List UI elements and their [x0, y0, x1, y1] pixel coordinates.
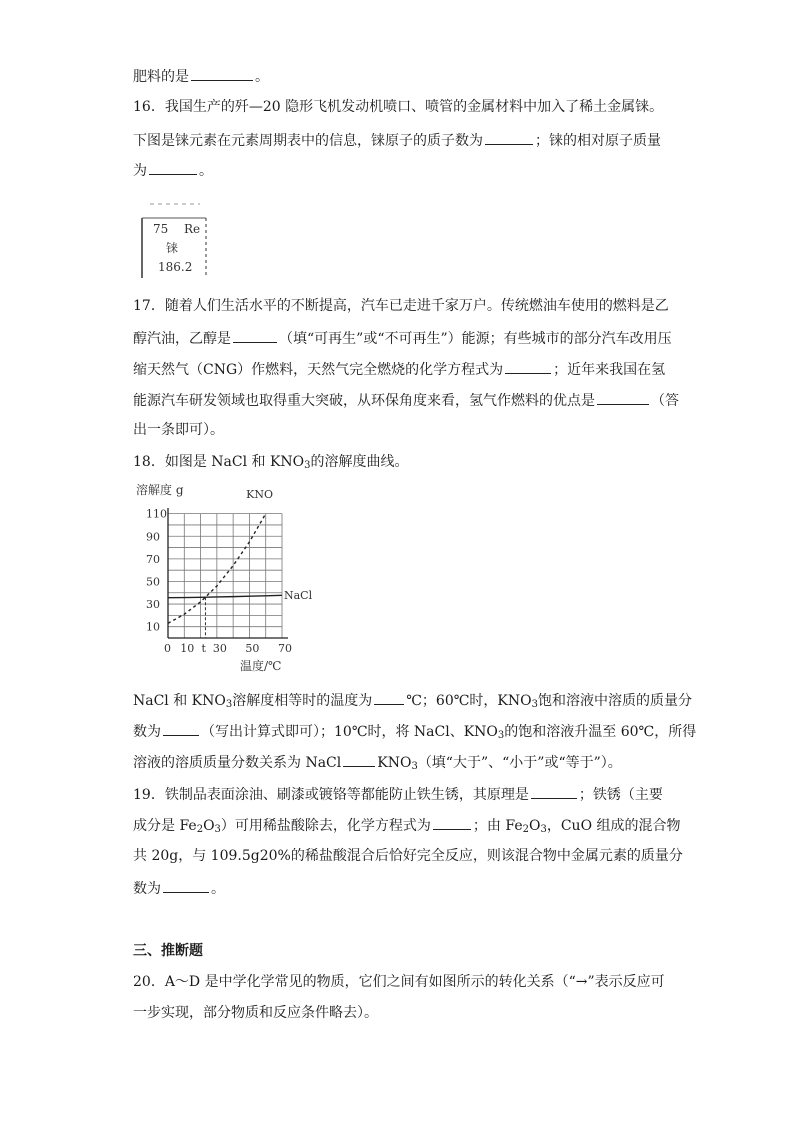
q20-line-2: 一步实现，部分物质和反应条件略去）。	[133, 1005, 378, 1021]
answer-blank[interactable]	[505, 359, 551, 374]
y-axis-label: 溶解度 g	[136, 483, 184, 497]
nacl-label: NaCl	[284, 589, 313, 603]
q19-line-1: 19．铁制品表面涂油、刷漆或镀铬等都能防止铁生锈，其原理是 ；铁锈（主要	[133, 784, 663, 805]
x-tick-label: 10	[180, 642, 195, 655]
q17-line-4: 能源汽车研发领域也取得重大突破，从环保角度来看，氢气作燃料的优点是 （答	[133, 390, 679, 411]
answer-blank[interactable]	[191, 66, 253, 81]
q17-line-2: 醇汽油，乙醇是 （填“可再生”或“不可再生”）能源；有些城市的部分汽车改用压	[133, 328, 672, 349]
y-tick-label: 30	[146, 598, 160, 612]
answer-blank[interactable]	[163, 878, 209, 893]
q18-line-1: NaCl 和 $KNO_3$溶解度相等时的温度为 ℃；60℃时，$KNO_3$饱和溶液中溶质的质量分	[133, 690, 692, 711]
q16-line-3: 为 。	[133, 160, 213, 181]
element-tile-rhenium	[140, 200, 220, 280]
q20-line-1: 20．A～D 是中学化学常见的物质，它们之间有如图所示的转化关系（“→”表示反应可	[133, 974, 665, 990]
atomic-mass: 186.2	[158, 260, 193, 274]
element-symbol: Re	[184, 222, 201, 236]
x-tick-label: 50	[245, 642, 260, 655]
answer-blank[interactable]	[531, 784, 577, 799]
y-tick-label: 90	[146, 530, 160, 544]
y-tick-label: 70	[146, 552, 160, 566]
answer-blank[interactable]	[233, 328, 277, 343]
answer-blank[interactable]	[343, 752, 375, 767]
answer-blank[interactable]	[163, 721, 199, 736]
q15-tail-line: 肥料的是 。	[133, 66, 269, 87]
q16-line-2: 下图是铼元素在元素周期表中的信息，铼原子的质子数为 ；铼的相对原子质量	[133, 130, 661, 151]
q19-line-4: 数为 。	[133, 878, 225, 899]
q17-line-5: 出一条即可）。	[133, 422, 224, 438]
y-tick-label: 110	[146, 507, 167, 521]
nacl-curve	[168, 595, 282, 597]
answer-blank[interactable]	[433, 815, 471, 830]
answer-blank[interactable]	[374, 690, 404, 705]
q17-line-1: 17．随着人们生活水平的不断提高，汽车已走进千家万户。传统燃油车使用的燃料是乙	[133, 298, 669, 314]
x-tick-label: 0	[164, 642, 171, 655]
kno3-label: KNO	[246, 488, 274, 501]
x-tick-label: 70	[278, 642, 292, 655]
q18-line-3: 溶液的溶质质量分数关系为 NaCl $KNO_3$（填“大于”、“小于”或“等于”）。	[133, 752, 622, 773]
solubility-chart	[130, 478, 320, 673]
section-heading: 三、推断题	[133, 943, 203, 959]
q18-line-2: 数为 （写出计算式即可）；10℃时，将 NaCl、$KNO_3$的饱和溶液升温至 60℃，所得	[133, 721, 696, 742]
x-tick-label: t	[201, 642, 206, 655]
q19-line-2: 成分是 $Fe_2O_3$）可用稀盐酸除去，化学方程式为 ；由 $Fe_2O_3$，CuO 组成的混合物	[133, 815, 681, 836]
x-tick-label: 30	[212, 642, 227, 655]
q17-line-3: 缩天然气（CNG）作燃料，天然气完全燃烧的化学方程式为 ；近年来我国在氢	[133, 359, 665, 380]
atomic-number: 75	[153, 222, 169, 236]
q18-intro: 18．如图是 NaCl 和 $KNO_3$的溶解度曲线。	[133, 454, 409, 471]
answer-blank[interactable]	[149, 160, 197, 175]
answer-blank[interactable]	[597, 390, 649, 405]
q16-line-1: 16．我国生产的歼—20 隐形飞机发动机喷口、喷管的金属材料中加入了稀土金属铼。	[133, 99, 664, 115]
q19-line-3: 共 20g，与 109.5g20%的稀盐酸混合后恰好完全反应，则该混合物中金属元素的质量分	[133, 848, 683, 864]
y-tick-label: 50	[146, 575, 160, 589]
y-tick-label: 10	[146, 620, 160, 634]
answer-blank[interactable]	[485, 130, 533, 145]
element-name: 铼	[166, 241, 179, 255]
x-axis-label: 温度/℃	[240, 659, 282, 673]
